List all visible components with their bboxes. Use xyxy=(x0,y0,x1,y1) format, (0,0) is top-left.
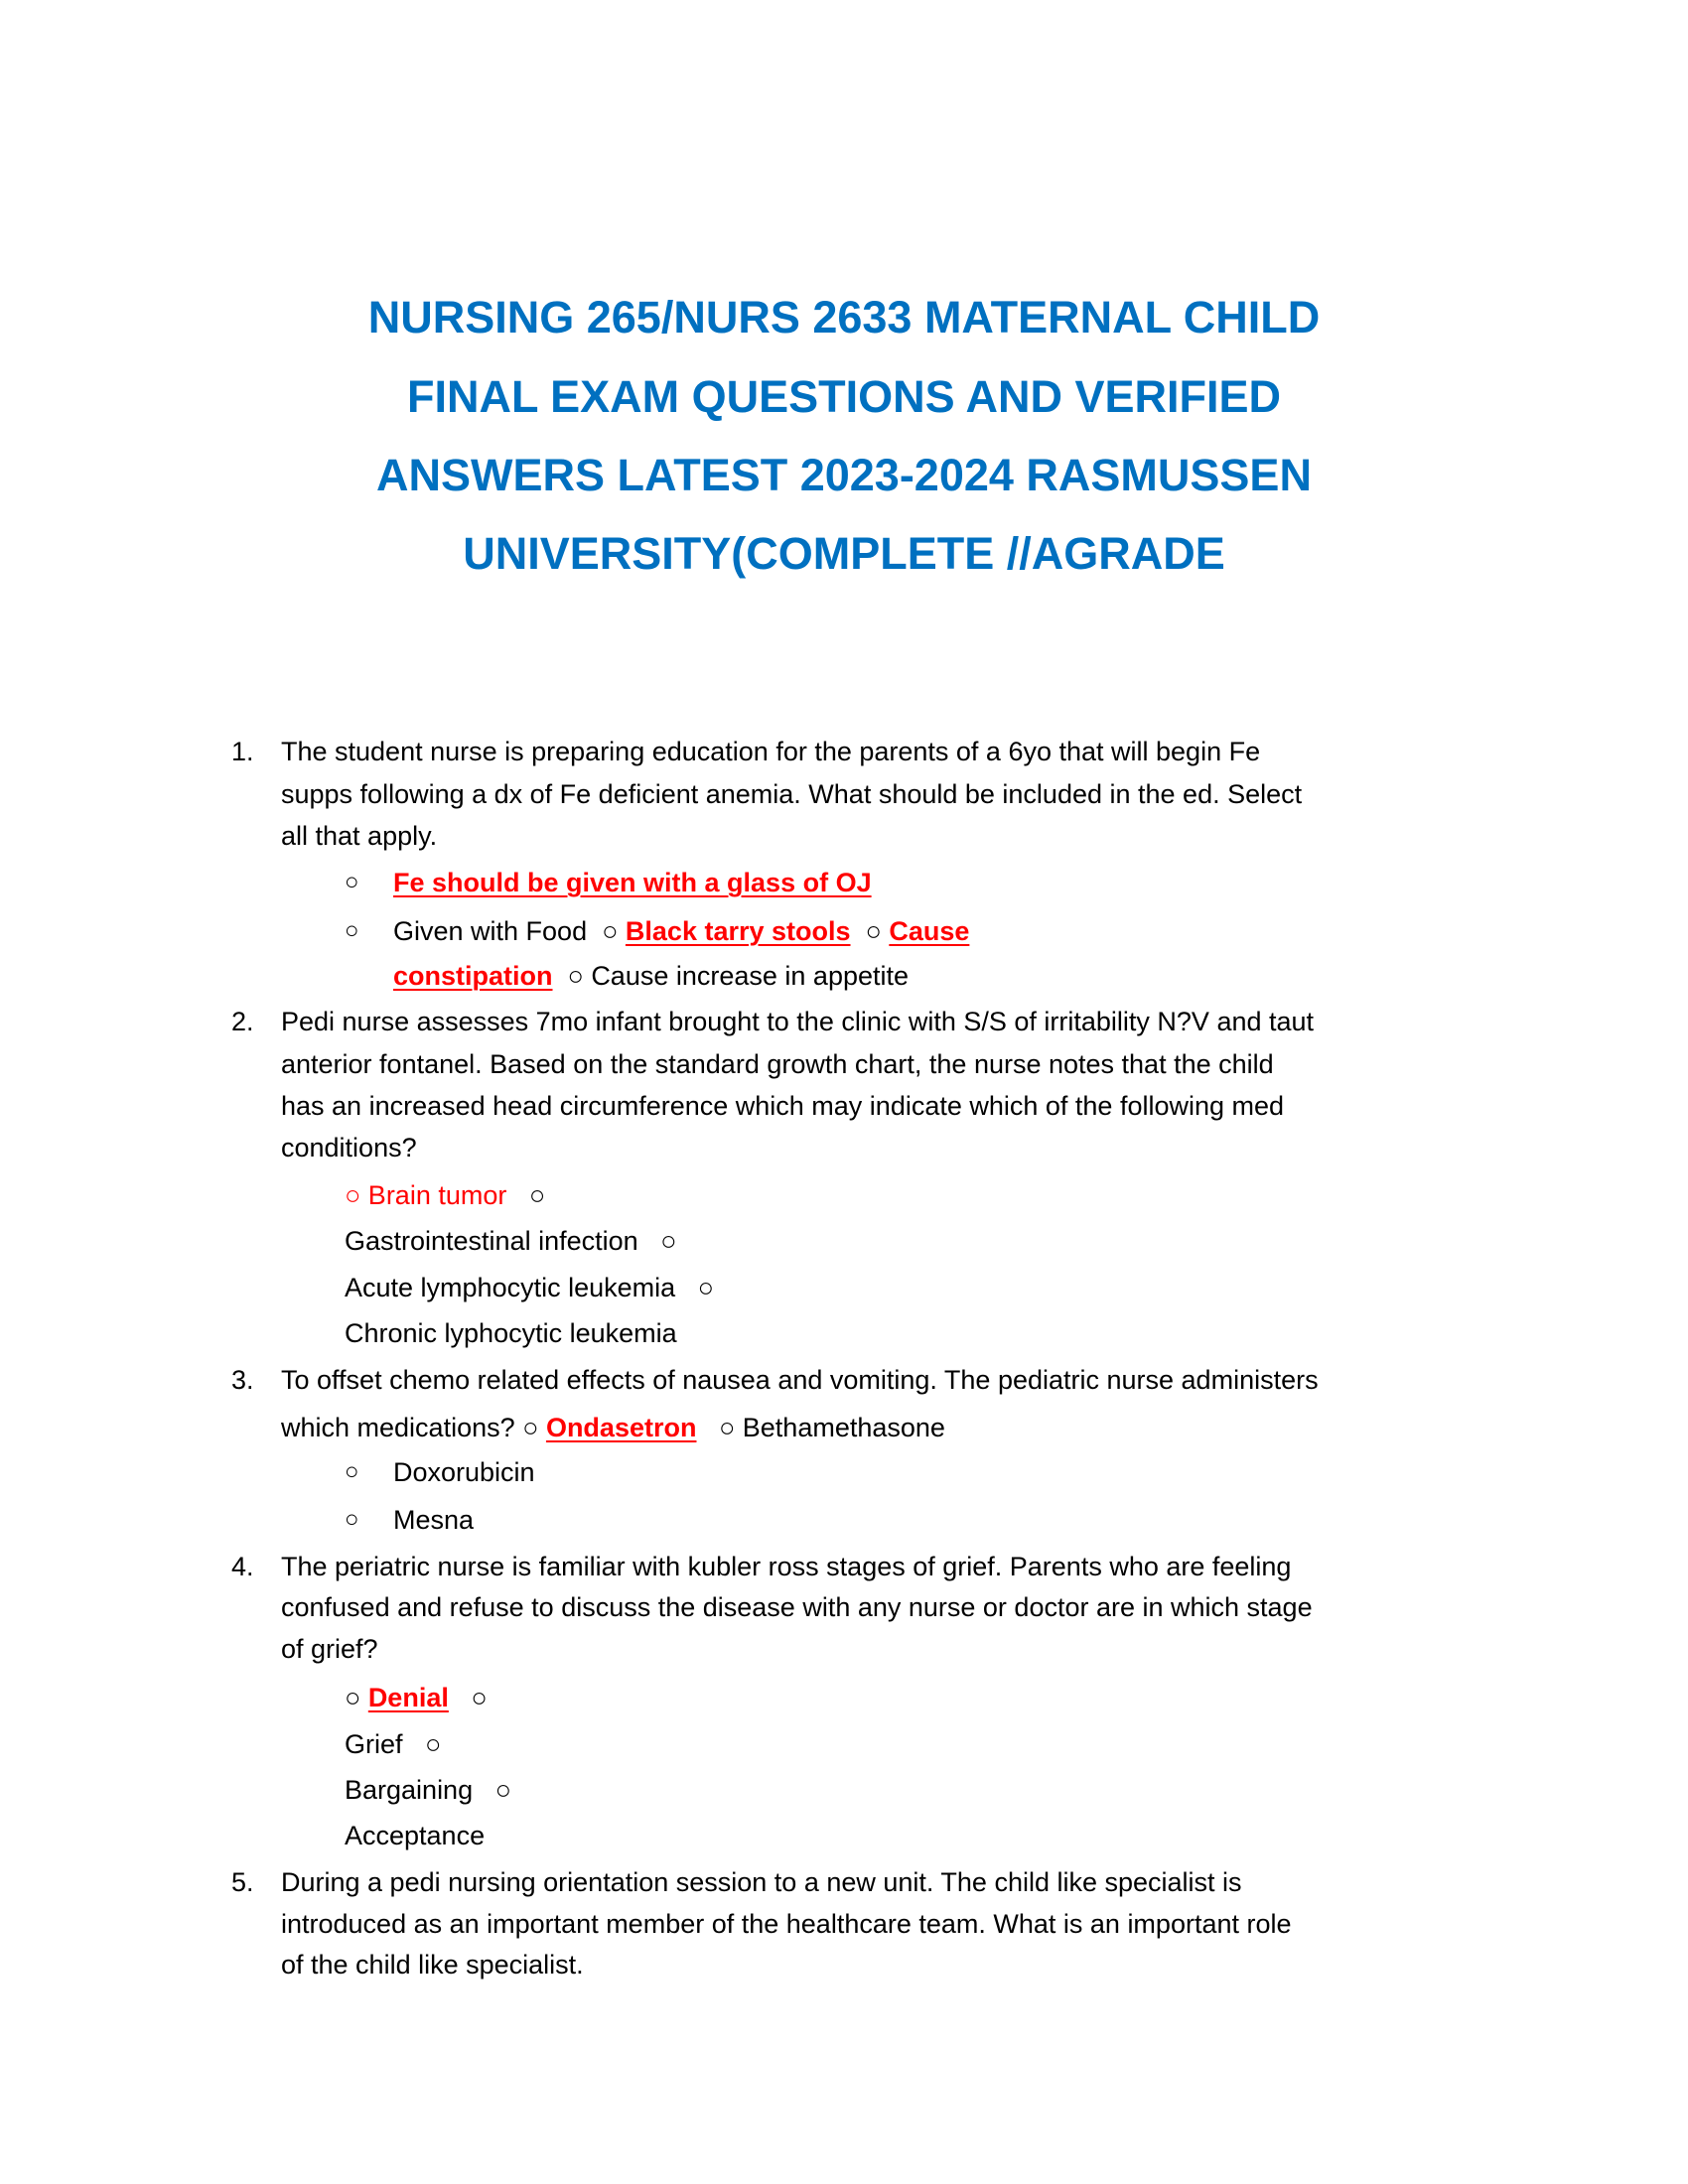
text-segment: ○ xyxy=(506,1180,546,1210)
text-segment: has an increased head circumference which may indicate which of the following med xyxy=(281,1091,1285,1121)
text-segment: Chronic lyphocytic leukemia xyxy=(345,1318,677,1348)
answer-option-line xyxy=(345,1220,676,1262)
question-text-line xyxy=(281,773,1302,815)
question-number: 4. xyxy=(231,1552,254,1581)
text-segment: anterior fontanel. Based on the standard growth chart, the nurse notes that the child xyxy=(281,1049,1274,1079)
correct-answer: Cause xyxy=(889,916,970,946)
answer-option-line xyxy=(393,862,872,903)
text-segment: Doxorubicin xyxy=(393,1457,535,1487)
text-segment: To offset chemo related effects of nausea and vomiting. The pediatric nurse administers xyxy=(281,1365,1319,1395)
text-segment: introduced as an important member of the healthcare team. What is an important role xyxy=(281,1909,1292,1939)
question-number: 5. xyxy=(231,1867,254,1897)
text-segment: all that apply. xyxy=(281,821,438,851)
answer-option-line xyxy=(345,1769,511,1811)
text-segment: supps following a dx of Fe deficient anemia. What should be included in the ed. Select xyxy=(281,779,1303,809)
answer-option-line xyxy=(345,1312,677,1354)
text-segment: The student nurse is preparing education for the parents of a 6yo that will begin Fe xyxy=(281,737,1261,766)
question-number: 2. xyxy=(231,1007,254,1036)
question-number: 3. xyxy=(231,1365,254,1395)
document-title-line: FINAL EXAM QUESTIONS AND VERIFIED xyxy=(406,371,1282,422)
answer-option-line xyxy=(393,1451,535,1493)
text-segment: Acceptance xyxy=(345,1821,486,1850)
text-segment: The periatric nurse is familiar with kubler ross stages of grief. Parents who are feeling xyxy=(281,1552,1292,1581)
text-segment: Bargaining ○ xyxy=(345,1775,511,1805)
question-text-line xyxy=(281,1944,584,1985)
bullet-circle-icon: ○ xyxy=(345,1458,359,1485)
question-text-line xyxy=(281,1903,1292,1945)
answer-option-line xyxy=(393,955,909,997)
text-segment: ○ xyxy=(345,1683,368,1712)
question-text-line xyxy=(281,1043,1274,1085)
question-text xyxy=(281,731,1260,772)
answer-option-line xyxy=(393,910,969,952)
text-segment: ○ Bethamethasone xyxy=(696,1413,945,1442)
question-text-line xyxy=(281,1085,1284,1127)
question-text-line xyxy=(281,1407,945,1448)
document-title-line: UNIVERSITY(COMPLETE //AGRADE xyxy=(463,528,1225,579)
bullet-circle-icon: ○ xyxy=(345,869,359,895)
correct-answer: Black tarry stools xyxy=(625,916,851,946)
answer-option-line xyxy=(345,1815,485,1856)
text-segment: ○ Cause increase in appetite xyxy=(552,961,910,991)
answer-option-line xyxy=(345,1174,545,1216)
document-title-line: ANSWERS LATEST 2023-2024 RASMUSSEN xyxy=(376,450,1312,500)
answer-option-line xyxy=(345,1267,714,1308)
text-segment: of grief? xyxy=(281,1634,378,1664)
text-segment: Acute lymphocytic leukemia ○ xyxy=(345,1273,714,1302)
bullet-circle-icon: ○ xyxy=(345,917,359,944)
text-segment: During a pedi nursing orientation session to a new unit. The child like specialist is xyxy=(281,1867,1242,1897)
text-segment: Pedi nurse assesses 7mo infant brought to the clinic with S/S of irritability N?V and taut xyxy=(281,1007,1315,1036)
answer-option-line xyxy=(345,1677,488,1718)
text-segment: Grief ○ xyxy=(345,1729,442,1759)
bullet-circle-icon: ○ xyxy=(345,1506,359,1533)
text-segment: of the child like specialist. xyxy=(281,1950,584,1979)
text-segment: ○ xyxy=(850,916,890,946)
question-text xyxy=(281,1001,1314,1042)
text-segment: Mesna xyxy=(393,1505,475,1535)
question-text-line xyxy=(281,1586,1313,1628)
question-text-line xyxy=(281,1127,417,1168)
text-segment: conditions? xyxy=(281,1133,417,1162)
correct-answer: Ondasetron xyxy=(545,1413,697,1442)
question-text xyxy=(281,1359,1319,1401)
correct-answer: constipation xyxy=(393,961,553,991)
correct-answer: Fe should be given with a glass of OJ xyxy=(393,868,872,897)
question-text-line xyxy=(281,815,437,857)
answer-option-line xyxy=(345,1723,441,1765)
question-text-line xyxy=(281,1628,378,1670)
question-text xyxy=(281,1546,1291,1587)
text-segment: confused and refuse to discuss the disease with any nurse or doctor are in which stage xyxy=(281,1592,1313,1622)
question-number: 1. xyxy=(231,737,254,766)
highlighted-option: ○ Brain tumor xyxy=(345,1180,507,1210)
text-segment: which medications? ○ xyxy=(281,1413,546,1442)
text-segment: Gastrointestinal infection ○ xyxy=(345,1226,677,1256)
answer-option-line xyxy=(393,1499,474,1541)
question-text xyxy=(281,1861,1242,1903)
correct-answer: Denial xyxy=(367,1683,449,1712)
text-segment: Given with Food ○ xyxy=(393,916,626,946)
text-segment: ○ xyxy=(448,1683,488,1712)
document-title-line: NURSING 265/NURS 2633 MATERNAL CHILD xyxy=(367,292,1321,342)
